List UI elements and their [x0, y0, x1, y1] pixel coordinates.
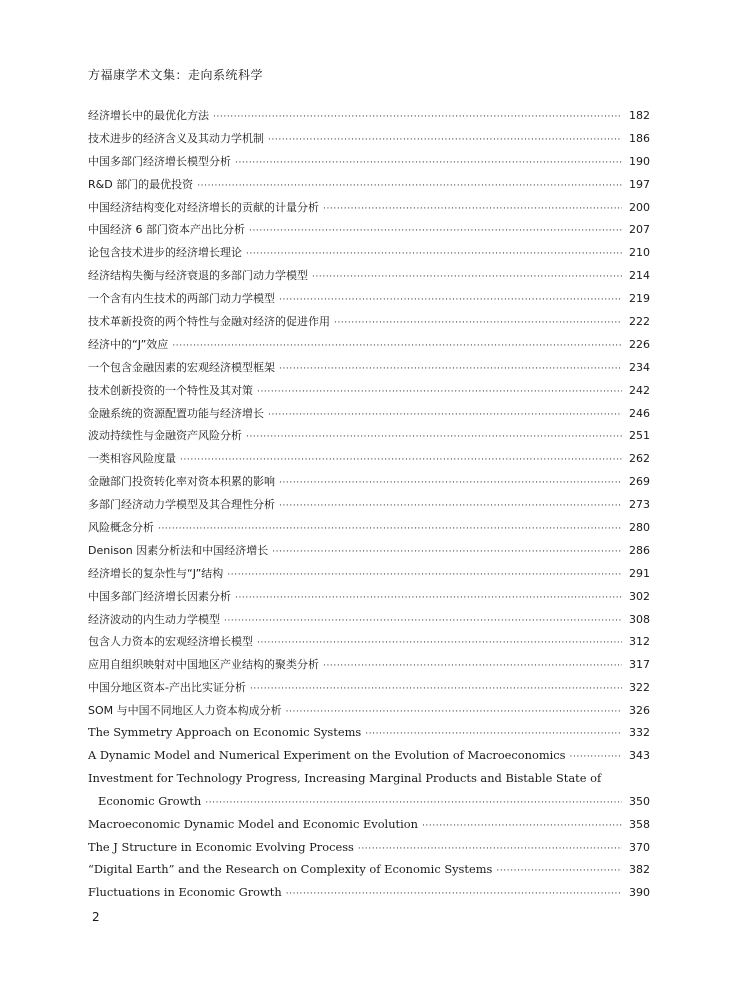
toc-entry-page: 219: [629, 292, 650, 306]
toc-entry: [88, 725, 650, 748]
toc-dot-leader: [227, 566, 622, 580]
toc-entry: [88, 794, 650, 817]
toc-entry: [88, 290, 650, 313]
toc-dot-leader: [365, 725, 622, 739]
toc-dot-leader: [279, 497, 622, 511]
toc-entry: [88, 313, 650, 336]
toc-entry: [88, 519, 650, 542]
toc-entry-title: 金融部门投资转化率对资本积累的影响: [88, 475, 275, 489]
toc-entry-title: 经济波动的内生动力学模型: [88, 612, 220, 626]
toc-dot-leader: [286, 703, 622, 717]
toc-entry-page: 273: [629, 498, 650, 512]
toc-entry: [88, 107, 650, 130]
toc-dot-leader: [235, 589, 622, 603]
toc-entry-page: 269: [629, 475, 650, 489]
toc-entry: [88, 748, 650, 771]
toc-entry-page: 280: [629, 521, 650, 535]
toc-entry-page: 322: [629, 681, 650, 695]
toc-entry: [88, 244, 650, 267]
toc-entry: [88, 656, 650, 679]
toc-entry-page: 350: [629, 794, 650, 808]
toc-entry-title: 技术进步的经济含义及其动力学机制: [88, 131, 264, 145]
toc-entry-page: 312: [629, 635, 650, 649]
toc-dot-leader: [205, 794, 622, 808]
toc-entry: [88, 176, 650, 199]
toc-entry-title: 中国多部门经济增长因素分析: [88, 589, 231, 603]
toc-dot-leader: [197, 177, 622, 191]
toc-entry-title: 中国经济 6 部门资本产出比分析: [88, 223, 245, 237]
toc-entry-title: R&D 部门的最优投资: [88, 177, 194, 191]
toc-entry-page: 382: [629, 863, 650, 877]
toc-entry-title: Denison 因素分析法和中国经济增长: [88, 543, 269, 557]
toc-entry: [88, 588, 650, 611]
toc-entry-title: 中国多部门经济增长模型分析: [88, 154, 231, 168]
toc-dot-leader: [257, 634, 622, 648]
toc-entry: [88, 679, 650, 702]
toc-entry: [88, 153, 650, 176]
toc-dot-leader: [180, 451, 622, 465]
toc-dot-leader: [279, 474, 622, 488]
toc-entry-page: 332: [629, 726, 650, 740]
toc-dot-leader: [246, 428, 622, 442]
toc-dot-leader: [279, 360, 622, 374]
toc-entry: [88, 473, 650, 496]
toc-entry: [88, 611, 650, 634]
toc-dot-leader: [496, 862, 622, 876]
toc-entry: [88, 130, 650, 153]
toc-dot-leader: [158, 520, 622, 534]
toc-dot-leader: [246, 245, 622, 259]
toc-entry-title: 经济增长的复杂性与“J”结构: [88, 566, 224, 580]
toc-entry: [88, 382, 650, 405]
toc-dot-leader: [172, 337, 622, 351]
toc-dot-leader: [334, 314, 622, 328]
toc-entry-title: 经济增长中的最优化方法: [88, 109, 209, 122]
toc-dot-leader: [250, 680, 622, 694]
toc-entry: [88, 221, 650, 244]
toc-dot-leader: [249, 222, 622, 236]
page-number: 2: [92, 910, 100, 924]
toc-entry-title: SOM 与中国不同地区人力资本构成分析: [88, 704, 282, 718]
toc-entry-title: 一个含有内生技术的两部门动力学模型: [88, 292, 275, 306]
toc-entry-page: 222: [629, 315, 650, 329]
toc-dot-leader: [272, 543, 622, 557]
table-of-contents: [88, 107, 650, 908]
toc-entry-title: 中国经济结构变化对经济增长的贡献的计量分析: [88, 200, 319, 214]
toc-dot-leader: [358, 840, 622, 854]
toc-entry: [88, 450, 650, 473]
toc-entry: [88, 267, 650, 290]
toc-entry-page: 190: [629, 154, 650, 168]
toc-entry: [88, 405, 650, 428]
toc-dot-leader: [213, 108, 622, 122]
toc-entry: [88, 496, 650, 519]
toc-entry-page: 197: [629, 177, 650, 191]
toc-entry-page: 242: [629, 383, 650, 397]
toc-entry: [88, 542, 650, 565]
toc-entry: [88, 771, 650, 794]
toc-entry-title: 中国分地区资本-产出比实证分析: [88, 681, 246, 695]
toc-entry-title: 金融系统的资源配置功能与经济增长: [88, 406, 264, 420]
toc-entry-title: 包含人力资本的宏观经济增长模型: [88, 635, 253, 649]
toc-entry-title: 技术创新投资的一个特性及其对策: [88, 383, 253, 397]
toc-entry-page: 207: [629, 223, 650, 237]
toc-entry-title: 经济结构失衡与经济衰退的多部门动力学模型: [88, 269, 308, 283]
toc-dot-leader: [323, 200, 622, 214]
toc-entry-page: 214: [629, 269, 650, 283]
toc-entry: [88, 840, 650, 863]
toc-entry-page: 326: [629, 704, 650, 718]
toc-entry-title: 风险概念分析: [88, 521, 154, 535]
toc-entry-title: Fluctuations in Economic Growth: [88, 885, 282, 900]
toc-entry-page: 226: [629, 337, 650, 351]
toc-dot-leader: [268, 406, 622, 420]
toc-entry: [88, 633, 650, 656]
toc-entry-title: 经济中的“J”效应: [88, 337, 169, 351]
toc-entry-title: 应用自组织映射对中国地区产业结构的聚类分析: [88, 658, 319, 672]
toc-entry-title: Investment for Technology Progress, Increasing Marginal Products and Bistable State of: [88, 770, 602, 785]
toc-entry: [88, 199, 650, 222]
toc-entry-title: Macroeconomic Dynamic Model and Economic Evolution: [88, 816, 418, 831]
toc-entry-page: 291: [629, 566, 650, 580]
toc-entry: [88, 885, 650, 908]
toc-entry: [88, 336, 650, 359]
toc-entry-page: 317: [629, 658, 650, 672]
toc-dot-leader: [257, 383, 622, 397]
toc-entry-title: The Symmetry Approach on Economic Systems: [88, 725, 362, 740]
toc-entry-title: Economic Growth: [98, 793, 202, 808]
toc-entry-title: 一个包含金融因素的宏观经济模型框架: [88, 360, 275, 374]
toc-dot-leader: [312, 268, 622, 282]
toc-entry-page: 302: [629, 589, 650, 603]
toc-entry-title: 多部门经济动力学模型及其合理性分析: [88, 498, 275, 512]
toc-dot-leader: [235, 154, 622, 168]
toc-dot-leader: [268, 131, 622, 145]
toc-dot-leader: [422, 817, 622, 831]
toc-entry-page: 343: [629, 748, 650, 762]
toc-dot-leader: [286, 885, 622, 899]
toc-entry-page: 286: [629, 543, 650, 557]
toc-dot-leader: [224, 612, 622, 626]
toc-entry-page: 251: [629, 429, 650, 443]
toc-entry: [88, 862, 650, 885]
toc-dot-leader: [323, 657, 622, 671]
toc-entry-page: 308: [629, 612, 650, 626]
toc-entry-page: 186: [629, 131, 650, 145]
toc-entry: [88, 565, 650, 588]
toc-entry-title: The J Structure in Economic Evolving Process: [88, 839, 354, 854]
toc-entry: [88, 359, 650, 382]
toc-entry-title: A Dynamic Model and Numerical Experiment on the Evolution of Macroeconomics: [88, 747, 566, 762]
toc-entry-page: 358: [629, 817, 650, 831]
toc-entry-page: 182: [629, 109, 650, 122]
toc-entry: [88, 817, 650, 840]
running-header: 方福康学术文集：走向系统科学: [88, 68, 264, 82]
toc-entry-title: 论包含技术进步的经济增长理论: [88, 246, 242, 260]
toc-dot-leader: [279, 291, 622, 305]
toc-entry: [88, 702, 650, 725]
toc-dot-leader: [570, 748, 622, 762]
toc-entry: [88, 427, 650, 450]
toc-entry-title: 技术革新投资的两个特性与金融对经济的促进作用: [88, 315, 330, 329]
toc-entry-page: 262: [629, 452, 650, 466]
toc-entry-page: 390: [629, 886, 650, 900]
toc-entry-title: “Digital Earth” and the Research on Complexity of Economic Systems: [88, 862, 493, 877]
toc-entry-page: 246: [629, 406, 650, 420]
toc-entry-page: 210: [629, 246, 650, 260]
toc-entry-page: 234: [629, 360, 650, 374]
toc-entry-page: 200: [629, 200, 650, 214]
toc-entry-page: 370: [629, 840, 650, 854]
toc-entry-title: 波动持续性与金融资产风险分析: [88, 429, 242, 443]
toc-entry-title: 一类相容风险度量: [88, 452, 176, 466]
